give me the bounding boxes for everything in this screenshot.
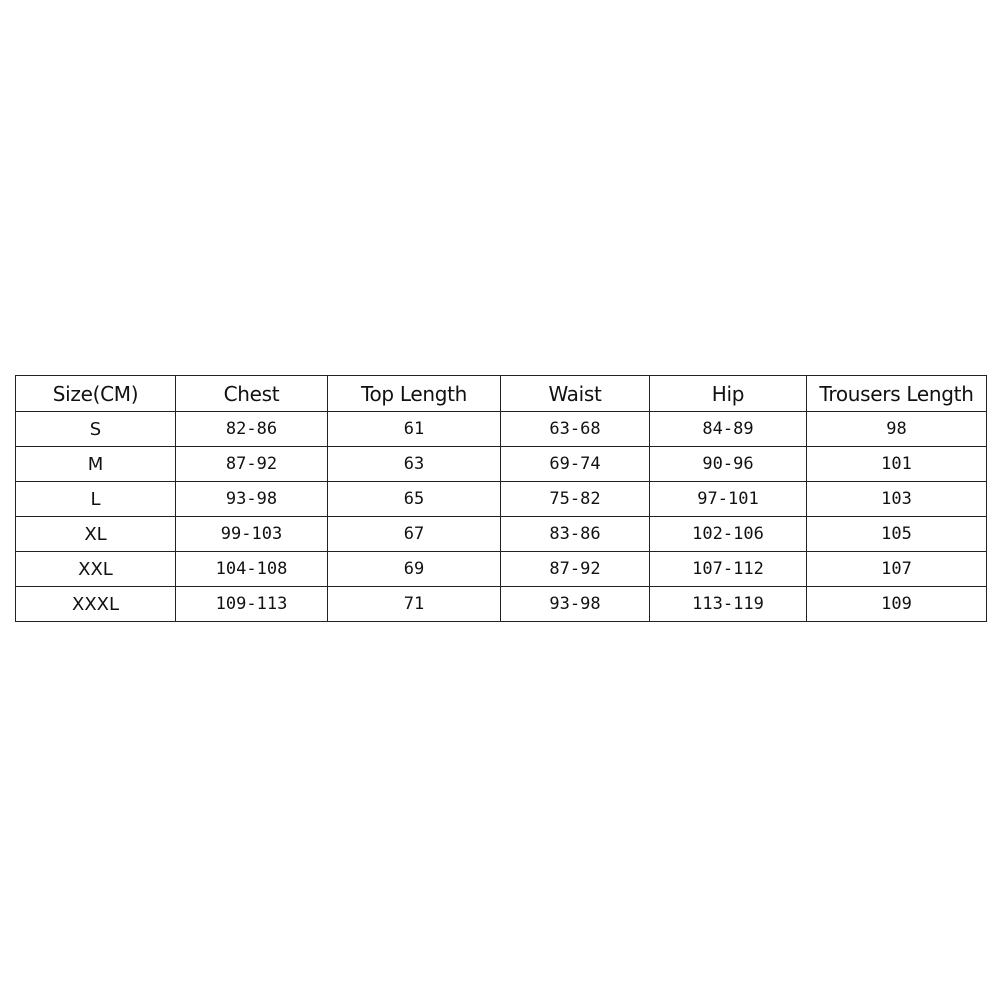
- header-row: [16, 376, 987, 412]
- trousers-length-cell: 109: [807, 587, 987, 622]
- header-chest: Chest: [176, 376, 328, 412]
- size-cell: XL: [16, 517, 176, 552]
- size-cell: L: [16, 482, 176, 517]
- trousers-length-cell: 107: [807, 552, 987, 587]
- size-cell: XXL: [16, 552, 176, 587]
- top-length-cell: 71: [328, 587, 501, 622]
- waist-cell: 69-74: [501, 447, 650, 482]
- top-length-cell: 63: [328, 447, 501, 482]
- trousers-length-cell: 103: [807, 482, 987, 517]
- hip-cell: 107-112: [650, 552, 807, 587]
- chest-cell: 87-92: [176, 447, 328, 482]
- hip-cell: 84-89: [650, 412, 807, 447]
- top-length-cell: 65: [328, 482, 501, 517]
- hip-cell: 97-101: [650, 482, 807, 517]
- chest-cell: 104-108: [176, 552, 328, 587]
- hip-cell: 102-106: [650, 517, 807, 552]
- size-cell: M: [16, 447, 176, 482]
- header-top-length: Top Length: [328, 376, 501, 412]
- trousers-length-cell: 98: [807, 412, 987, 447]
- table-row: [16, 482, 987, 517]
- header-size: Size(CM): [16, 376, 176, 412]
- header-hip: Hip: [650, 376, 807, 412]
- header-trousers-length: Trousers Length: [807, 376, 987, 412]
- table-row: [16, 552, 987, 587]
- trousers-length-cell: 105: [807, 517, 987, 552]
- chest-cell: 82-86: [176, 412, 328, 447]
- table-row: [16, 447, 987, 482]
- chest-cell: 93-98: [176, 482, 328, 517]
- top-length-cell: 69: [328, 552, 501, 587]
- hip-cell: 113-119: [650, 587, 807, 622]
- table-row: [16, 412, 987, 447]
- header-waist: Waist: [501, 376, 650, 412]
- hip-cell: 90-96: [650, 447, 807, 482]
- waist-cell: 75-82: [501, 482, 650, 517]
- table-row: [16, 587, 987, 622]
- chest-cell: 109-113: [176, 587, 328, 622]
- size-chart-table: [15, 375, 987, 622]
- top-length-cell: 61: [328, 412, 501, 447]
- trousers-length-cell: 101: [807, 447, 987, 482]
- waist-cell: 93-98: [501, 587, 650, 622]
- waist-cell: 83-86: [501, 517, 650, 552]
- top-length-cell: 67: [328, 517, 501, 552]
- table-row: [16, 517, 987, 552]
- chest-cell: 99-103: [176, 517, 328, 552]
- waist-cell: 63-68: [501, 412, 650, 447]
- size-cell: S: [16, 412, 176, 447]
- waist-cell: 87-92: [501, 552, 650, 587]
- size-cell: XXXL: [16, 587, 176, 622]
